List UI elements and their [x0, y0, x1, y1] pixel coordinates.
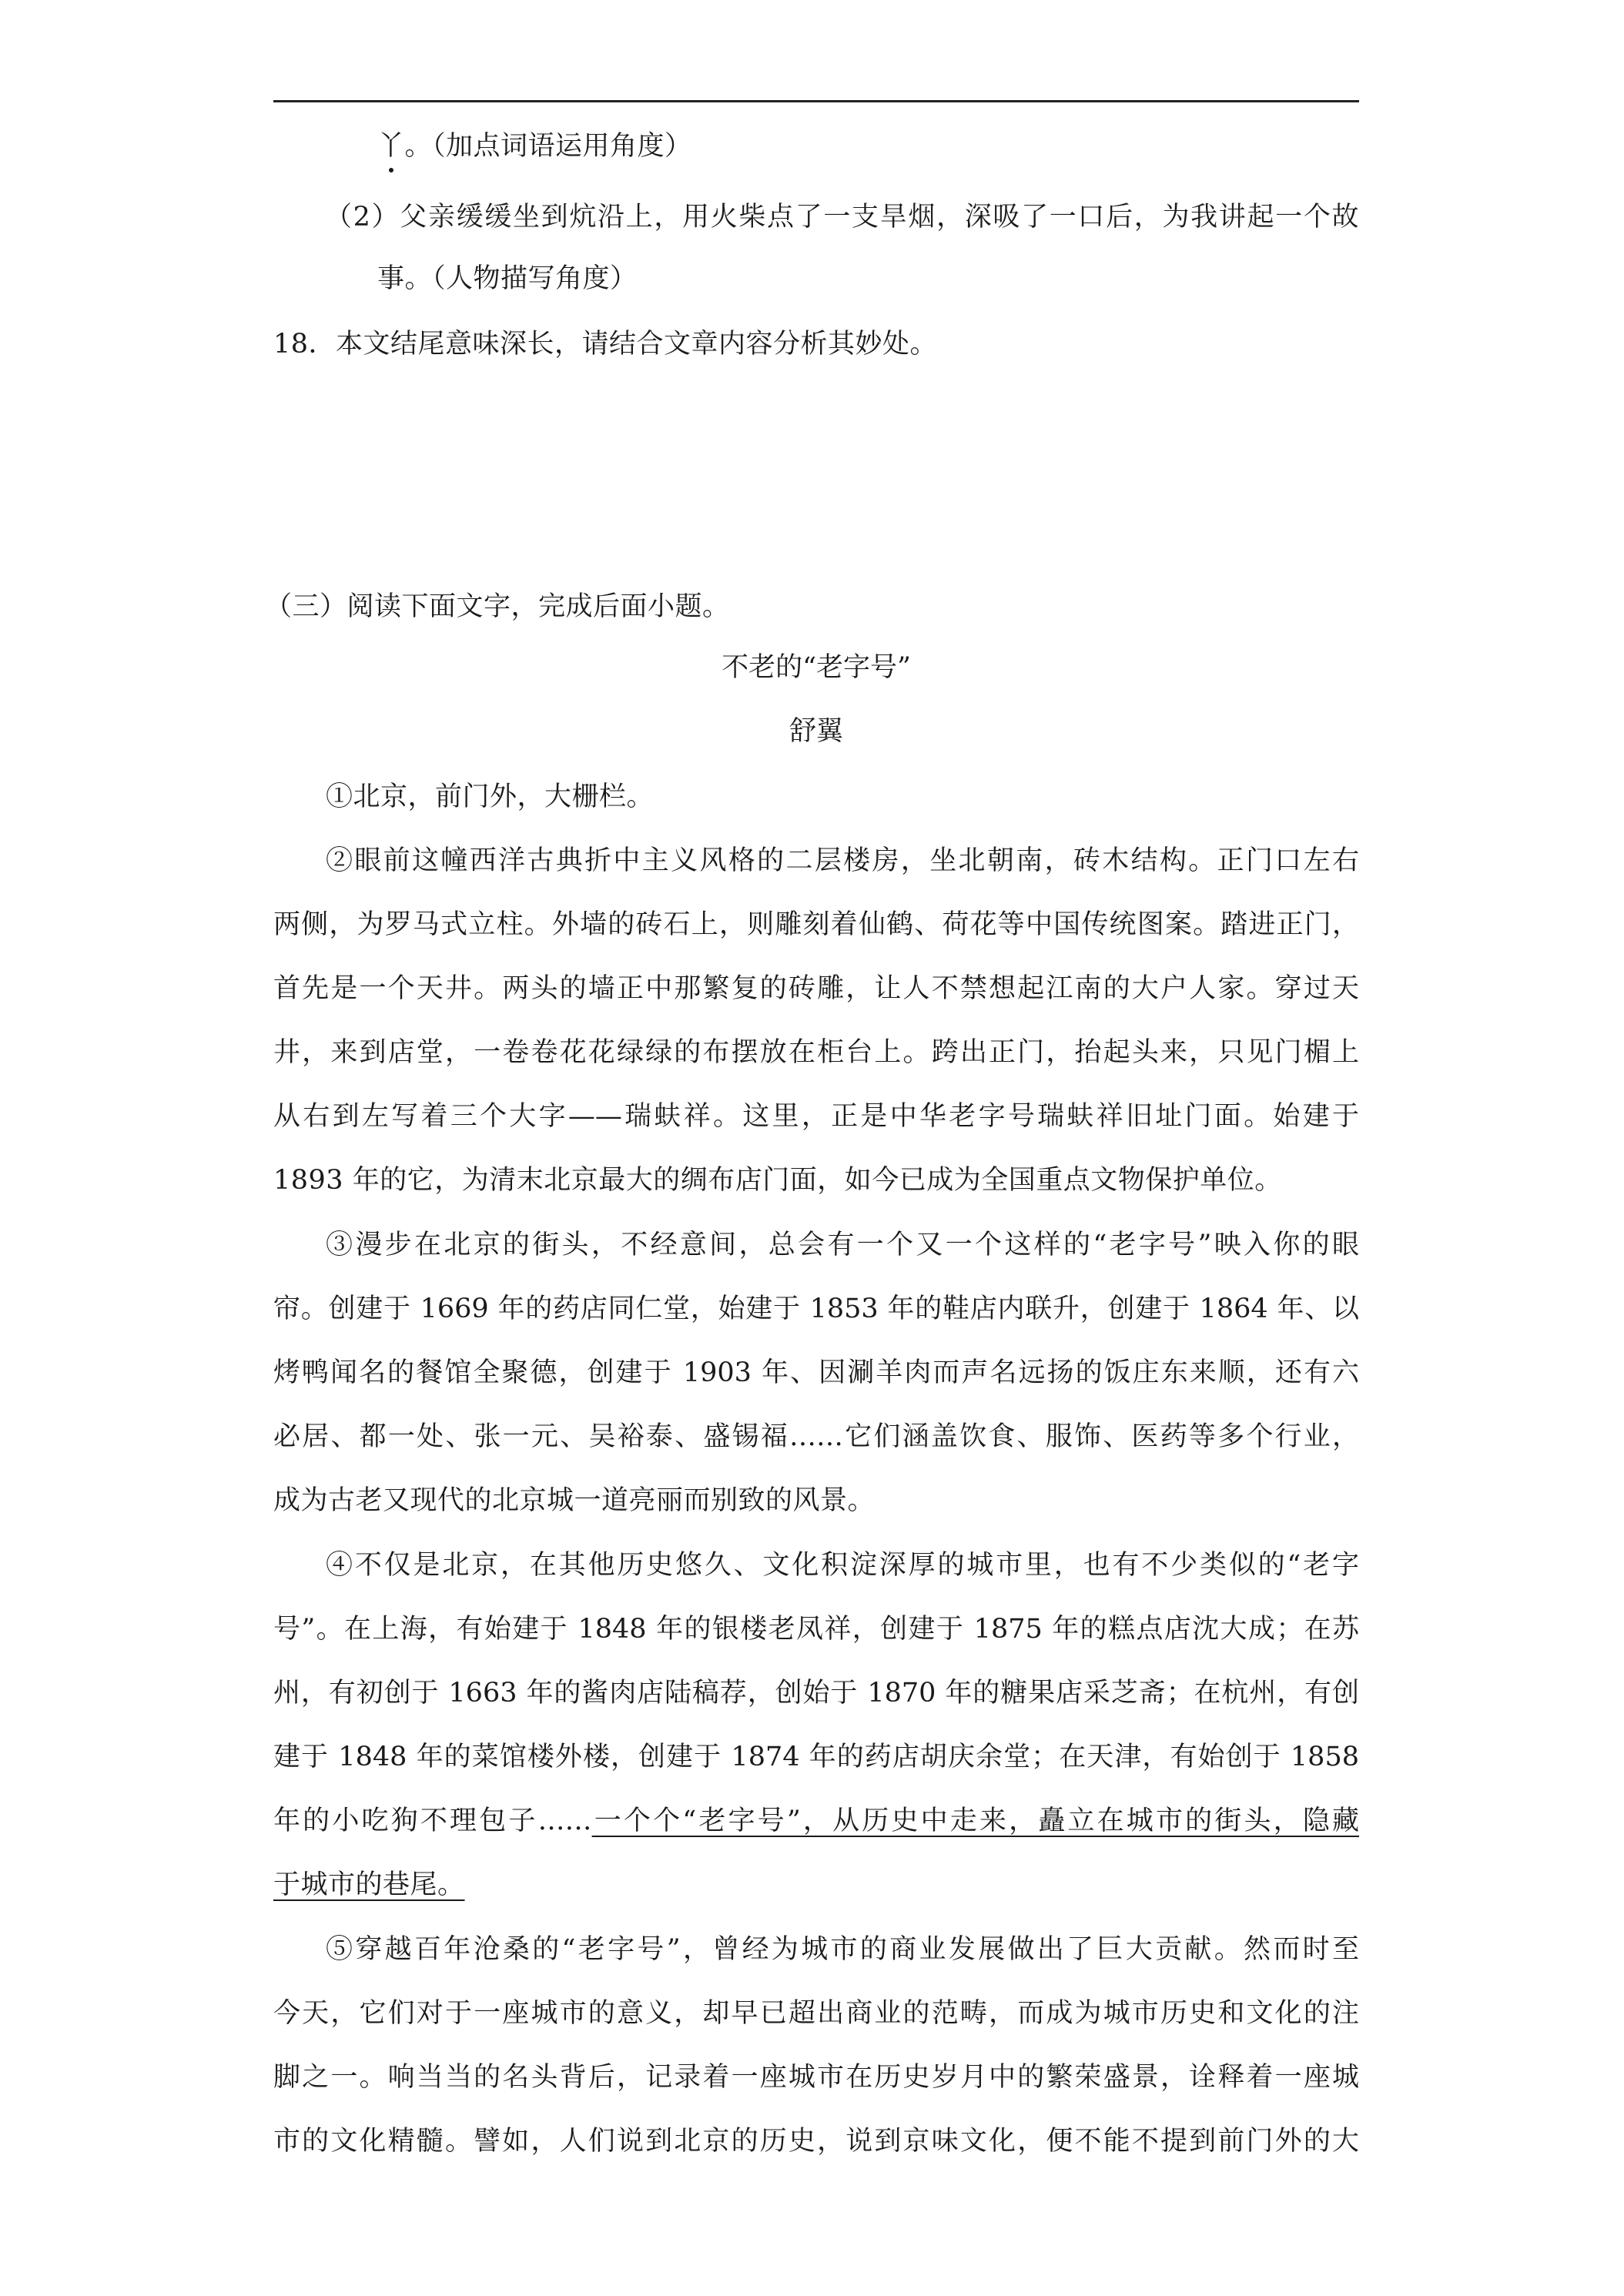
- paragraph-5-line: 脚之一。响当当的名头背后，记录着一座城市在历史岁月中的繁荣盛景，诠释着一座城: [273, 2062, 1359, 2093]
- paragraph-5-line: 今天，它们对于一座城市的意义，却早已超出商业的范畴，而成为城市历史和文化的注: [273, 1998, 1359, 2029]
- paragraph-4-line: 号”。在上海，有始建于 1848 年的银楼老凤祥，创建于 1875 年的糕点店沈大成；在苏: [273, 1614, 1359, 1645]
- q17-item2-line2: 事。（人物描写角度）: [377, 263, 638, 294]
- paragraph-3-line: 烤鸭闻名的餐馆全聚德，创建于 1903 年、因涮羊肉而声名远扬的饭庄东来顺，还有六: [273, 1357, 1359, 1388]
- q17-item2-line1: （2）父亲缓缓坐到炕沿上，用火柴点了一支旱烟，深吸了一口后，为我讲起一个故: [325, 202, 1359, 233]
- paragraph-2-line: 1893 年的它，为清末北京最大的绸布店门面，如今已成为全国重点文物保护单位。: [273, 1165, 1282, 1196]
- question-18: 18．本文结尾意味深长，请结合文章内容分析其妙处。: [273, 329, 938, 360]
- underlined-sentence: 一个个“老字号”，从历史中走来，矗立在城市的街头，隐藏: [591, 1806, 1359, 1836]
- paragraph-5-line: 市的文化精髓。譬如，人们说到北京的历史，说到京味文化，便不能不提到前门外的大: [273, 2126, 1359, 2157]
- paragraph-4-line: 年的小吃狗不理包子……一个个“老字号”，从历史中走来，矗立在城市的街头，隐藏: [273, 1806, 1359, 1836]
- paragraph-4-line: [273, 1869, 465, 1900]
- paragraph-4-line: ④不仅是北京，在其他历史悠久、文化积淀深厚的城市里，也有不少类似的“老字: [326, 1550, 1359, 1581]
- paragraph-2-line: 首先是一个天井。两头的墙正中那繁复的砖雕，让人不禁想起江南的大户人家。穿过天: [273, 973, 1359, 1004]
- article-author: 舒翼: [789, 716, 843, 747]
- article-title: 不老的“老字号”: [722, 652, 911, 683]
- underlined-sentence: 于城市的巷尾。: [273, 1869, 465, 1900]
- paragraph-3-line: 帘。创建于 1669 年的药店同仁堂，始建于 1853 年的鞋店内联升，创建于 1864 年、以: [273, 1294, 1359, 1324]
- dotted-char: 丫: [377, 131, 405, 162]
- paragraph-5-line: ⑤穿越百年沧桑的“老字号”，曾经为城市的商业发展做出了巨大贡献。然而时至: [326, 1934, 1359, 1965]
- section3-heading: （三）阅读下面文字，完成后面小题。: [265, 591, 730, 622]
- paragraph-2-line: 两侧，为罗马式立柱。外墙的砖石上，则雕刻着仙鹤、荷花等中国传统图案。踏进正门，: [273, 909, 1359, 940]
- paragraph-2-line: 井，来到店堂，一卷卷花花绿绿的布摆放在柜台上。跨出正门，抬起头来，只见门楣上: [273, 1037, 1359, 1068]
- paragraph-2-line: 从右到左写着三个大字——瑞蚨祥。这里，正是中华老字号瑞蚨祥旧址门面。始建于: [273, 1101, 1359, 1132]
- paragraph-2-line: ②眼前这幢西洋古典折中主义风格的二层楼房，坐北朝南，砖木结构。正门口左右: [326, 845, 1359, 876]
- paragraph-3-line: 必居、都一处、张一元、吴裕泰、盛锡福……它们涵盖饮食、服饰、医药等多个行业，: [273, 1421, 1359, 1452]
- q17-item1-tail: 丫。（加点词语运用角度）: [377, 131, 692, 162]
- paragraph-1: ①北京，前门外，大栅栏。: [326, 782, 655, 812]
- paragraph-3-line: ③漫步在北京的街头，不经意间，总会有一个又一个这样的“老字号”映入你的眼: [326, 1230, 1359, 1260]
- paragraph-4-line: 建于 1848 年的菜馆楼外楼，创建于 1874 年的药店胡庆余堂；在天津，有始创于 1858: [273, 1742, 1359, 1772]
- paragraph-3-line: 成为古老又现代的北京城一道亮丽而别致的风景。: [273, 1485, 876, 1516]
- header-rule: [273, 100, 1359, 102]
- paragraph-4-line: 州，有初创于 1663 年的酱肉店陆稿荐，创始于 1870 年的糖果店采芝斋；在杭州，有创: [273, 1678, 1359, 1709]
